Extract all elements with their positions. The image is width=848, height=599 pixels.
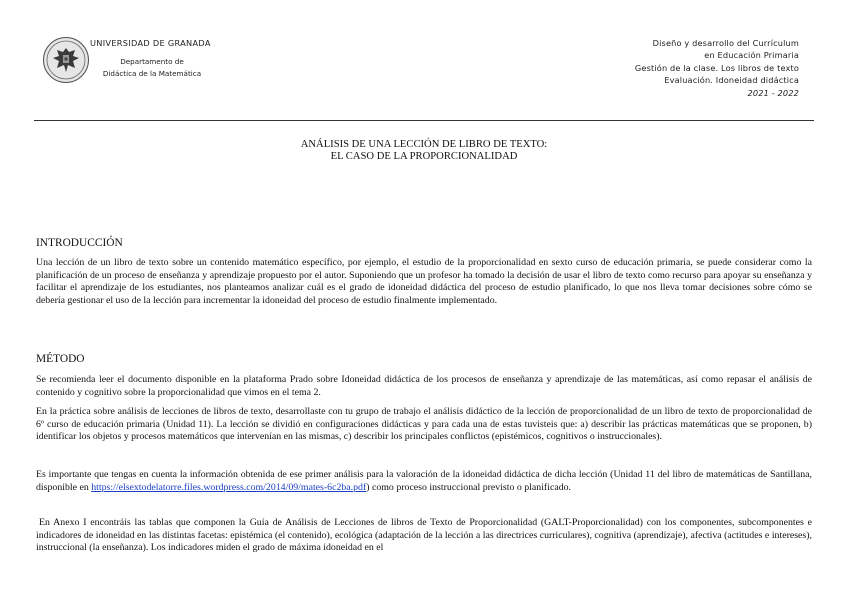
intro-paragraph: Una lección de un libro de texto sobre un contenido matemático específico, por ejemplo, el estudio de la proporcionalidad en sexto curso de educación primaria, se puede considerar como la planificación de un proceso de enseñanza y aprendizaje propuesto por el autor. Suponiendo que un profesor ha tomado la decisión de usar el libro de texto como recurso para apoyar su enseñanza y facilitar el aprendizaje de los estudiantes, nos planteamos analizar cuál es el grado de idoneidad didáctica del proceso de estudio planificado, lo que nos lleva tomar decisiones sobre cómo se debería gestionar el uso de la lección para incrementar la idoneidad del proceso de estudio finalmente implementado. (36, 257, 812, 306)
santillana-pdf-link[interactable]: https://elsextodelatorre.files.wordpress.com/2014/09/mates-6c2ba.pdf (91, 481, 367, 493)
department-name (88, 56, 216, 79)
course-info (635, 37, 799, 99)
course-year: 2021 - 2022 (747, 87, 799, 98)
metodo-paragraph-1: Se recomienda leer el documento disponible en la plataforma Prado sobre Idoneidad didáctica de los procesos de enseñanza y aprendizaje de las matemáticas, así como repasar el análisis de contenido y cognitivo sobre la proporcionalidad que vimos en el tema 2. (36, 374, 812, 398)
course-line: en Educación Primaria (704, 50, 799, 61)
course-line: Evaluación. Idoneidad didáctica (664, 75, 799, 86)
course-line: Diseño y desarrollo del Currículum (652, 38, 799, 48)
title-line: ANÁLISIS DE UNA LECCIÓN DE LIBRO DE TEXTO: (300, 139, 548, 150)
course-line: Gestión de la clase. Los libros de texto (634, 62, 799, 73)
document-title (0, 139, 848, 163)
university-crest-icon (42, 36, 90, 84)
title-line: EL CASO DE LA PROPORCIONALIDAD (330, 151, 518, 162)
page-header (0, 0, 848, 122)
section-heading-metodo: MÉTODO (36, 353, 85, 365)
department-line: Departamento de (120, 57, 184, 66)
paragraph-text: ) como proceso instruccional previsto o planificado. (366, 481, 571, 493)
metodo-paragraph-4: En Anexo I encontráis las tablas que componen la Guía de Análisis de Lecciones de libros de Texto de Proporcionalidad (GALT-Proporcionalidad) con los componentes, subcomponentes e indicadores de idoneidad en las distintas facetas: epistémica (el contenido), ecológica (adaptación de la lección a las directrices curriculares), cognitiva (aprendizaje), afectiva (actitudes e intereses), instruccional (la enseñanza). Los indicadores miden el grado de máxima idoneidad en el (36, 517, 812, 553)
header-divider (34, 120, 814, 121)
paragraph-text: Es importante que tengas en cuenta la información obtenida de ese primer análisis para la valoración de la idoneidad didáctica de dicha lección (Unidad 11 del libro de matemáticas de Santillana, disponible en (36, 469, 812, 493)
university-name: UNIVERSIDAD DE GRANADA (90, 38, 211, 48)
department-line: Didáctica de la Matemática (102, 68, 202, 78)
metodo-paragraph-3 (36, 469, 812, 494)
metodo-paragraph-2: En la práctica sobre análisis de lecciones de libros de texto, desarrollaste con tu grupo de trabajo el análisis didáctico de la lección de proporcionalidad de un libro de texto de proporcionalidad de 6º curso de educación primaria (Unidad 11). La lección se dividió en configuraciones didácticas y para cada una de estas tuvisteis que: a) describir las prácticas matemáticas que se proponen, b) identificar los objetos y procesos matemáticos que intervenían en las mismas, c) describir los principales conflictos (epistémicos, cognitivos o instruccionales). (36, 406, 812, 442)
section-heading-introduccion: INTRODUCCIÓN (36, 237, 123, 249)
